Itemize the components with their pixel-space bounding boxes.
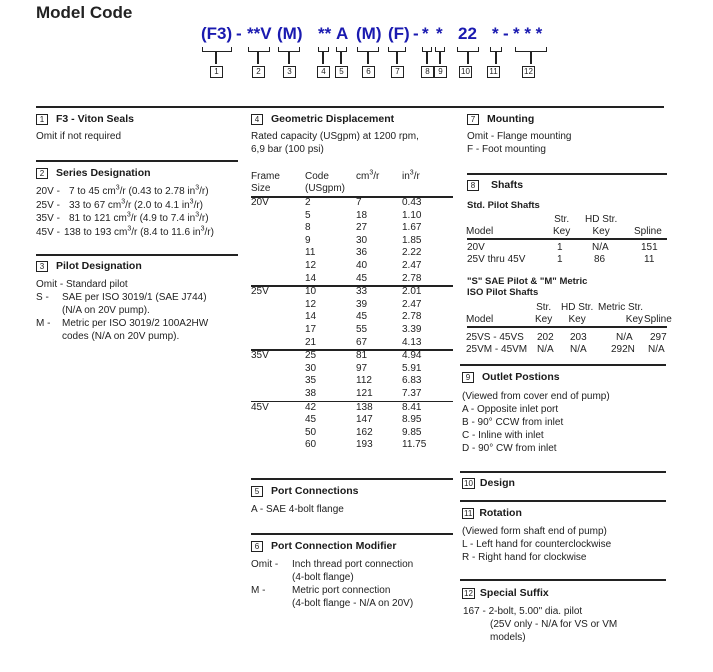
col-cm3: $cm^3/r$	[356, 169, 380, 182]
cm3-cell: 121	[356, 388, 373, 399]
code-cell: 9	[305, 234, 311, 246]
series-code: 35V -	[36, 213, 60, 224]
in3-cell: 1.67	[402, 222, 422, 234]
code-segment: (M)	[277, 24, 303, 43]
cm3-cell: 18	[356, 209, 368, 221]
rotation-line: L - Left hand for counterclockwise	[462, 539, 612, 550]
divider	[460, 364, 666, 366]
code-segment: 22	[458, 24, 477, 43]
std-pilot-title: Std. Pilot Shafts	[467, 200, 540, 211]
in3-cell: 3.39	[402, 324, 422, 335]
cm3-cell: 7	[356, 197, 362, 208]
divider	[36, 254, 238, 256]
spline: 297	[650, 332, 667, 343]
section-10-heading: 10 Design	[464, 477, 515, 489]
cm3-cell: 36	[356, 247, 368, 259]
hd-str-key: 203	[570, 332, 587, 343]
in3-cell: 5.91	[402, 362, 422, 374]
series-range: 7 to 45 $cm^3/r$ (0.43 to 2.78 $in^3/r$)	[69, 184, 209, 197]
in3-cell: 8.41	[402, 401, 422, 413]
str-key: 1	[557, 254, 563, 265]
section-4-heading: 4 Geometric Displacement	[251, 113, 394, 125]
cm3-cell: 162	[356, 426, 373, 438]
col-in3: $in^3/r$	[402, 169, 420, 182]
divider	[460, 579, 666, 581]
in3-cell: 2.78	[402, 272, 422, 284]
code-segment: **	[318, 24, 332, 43]
in3-cell: 2.01	[402, 286, 422, 298]
code-cell: 42	[305, 401, 317, 413]
position-box-7: 7	[391, 66, 404, 78]
rotation-line: (Viewed form shaft end of pump)	[462, 526, 607, 537]
series-range: 81 to 121 $cm^3/r$ (4.9 to 7.4 $in^3/r$)	[69, 211, 209, 224]
outlet-line: B - 90° CCW from inlet	[462, 417, 564, 428]
code-cell: 21	[305, 336, 317, 348]
spline: 151	[641, 242, 658, 253]
spline: 11	[644, 254, 655, 265]
code-cell: 50	[305, 426, 317, 438]
code-segment: (F3)	[201, 24, 233, 43]
section-8-heading: 8 Shafts	[467, 179, 523, 191]
metric-str-key: N/A	[616, 332, 633, 343]
in3-cell: 2.78	[402, 311, 422, 323]
group-divider	[251, 285, 453, 287]
position-box-2: 2	[252, 66, 265, 78]
in3-cell: 1.10	[402, 209, 422, 221]
position-box-1: 1	[210, 66, 223, 78]
col-frame-size: Frame Size	[251, 171, 280, 194]
section-3-heading: 3 Pilot Designation	[36, 260, 142, 272]
cm3-cell: 33	[356, 286, 368, 298]
position-box-5: 5	[335, 66, 348, 78]
top-divider	[36, 106, 664, 108]
code-cell: 8	[305, 222, 311, 234]
section-11-heading: 11 Rotation	[464, 507, 522, 519]
in3-cell: 9.85	[402, 426, 422, 438]
rotation-line: R - Right hand for clockwise	[462, 552, 587, 563]
cm3-cell: 45	[356, 311, 368, 323]
code-segment: -	[236, 24, 242, 43]
position-box-3: 3	[283, 66, 296, 78]
in3-cell: 0.43	[402, 197, 422, 208]
divider	[36, 160, 238, 162]
cm3-cell: 193	[356, 439, 373, 451]
page-title: Model Code	[36, 3, 133, 22]
code-segment: -	[503, 24, 509, 43]
in3-cell: 7.37	[402, 388, 422, 399]
section-2-heading: 2 Series Designation	[36, 167, 151, 179]
code-cell: 60	[305, 439, 317, 451]
cm3-cell: 40	[356, 260, 368, 271]
code-segment: -	[413, 24, 419, 43]
series-code: 20V -	[36, 186, 60, 197]
pilot-omit: Omit - Standard pilot	[36, 279, 128, 290]
cm3-cell: 97	[356, 362, 368, 374]
code-segment: (F)	[388, 24, 410, 43]
code-segment: A	[336, 24, 349, 43]
divider	[251, 478, 453, 480]
in3-cell: 1.85	[402, 234, 422, 246]
series-code: 25V -	[36, 199, 60, 211]
divider	[251, 533, 453, 535]
spline: N/A	[648, 344, 665, 355]
code-cell: 10	[305, 286, 317, 298]
in3-cell: 4.13	[402, 336, 422, 348]
str-key: N/A	[537, 344, 554, 355]
series-range: 33 to 67 $cm^3/r$ (2.0 to 4.1 $in^3/r$)	[69, 198, 204, 211]
code-segment: **V	[247, 24, 272, 43]
header-divider	[251, 196, 453, 198]
code-cell: 25	[305, 350, 317, 362]
outlet-line: D - 90° CW from inlet	[462, 443, 557, 454]
code-cell: 17	[305, 324, 317, 335]
cm3-cell: 67	[356, 336, 368, 348]
code-segment: *	[422, 24, 429, 43]
cm3-cell: 138	[356, 401, 373, 413]
code-cell: 35	[305, 375, 317, 387]
series-code: 45V -	[36, 226, 60, 238]
code-cell: 45	[305, 414, 317, 426]
frame-size-cell: 25V	[251, 286, 269, 298]
in3-cell: 2.47	[402, 298, 422, 310]
code-segment: *	[492, 24, 499, 43]
in3-cell: 8.95	[402, 414, 422, 426]
series-range: 138 to 193 $cm^3/r$ (8.4 to 11.6 $in^3/r$)	[64, 225, 214, 238]
section-1-heading: 1 F3 - Viton Seals	[36, 113, 134, 125]
position-box-12: 12	[522, 66, 535, 78]
section-5-heading: 5 Port Connections	[251, 485, 359, 497]
group-divider	[251, 349, 453, 351]
cm3-cell: 30	[356, 234, 368, 246]
code-cell: 30	[305, 362, 317, 374]
code-cell: 5	[305, 209, 311, 221]
section-number-box: 1	[36, 114, 48, 125]
in3-cell: 6.83	[402, 375, 422, 387]
cm3-cell: 39	[356, 298, 368, 310]
position-box-6: 6	[362, 66, 375, 78]
section-1-text: Omit if not required	[36, 131, 122, 142]
cm3-cell: 27	[356, 222, 368, 234]
divider	[460, 471, 666, 473]
divider	[467, 173, 667, 175]
str-key: 202	[537, 332, 554, 343]
code-cell: 14	[305, 272, 317, 284]
cm3-cell: 147	[356, 414, 373, 426]
outlet-line: A - Opposite inlet port	[462, 404, 559, 415]
hd-str-key: 86	[594, 254, 606, 265]
position-box-10: 10	[459, 66, 472, 78]
divider	[460, 500, 666, 502]
str-key: 1	[557, 242, 563, 253]
section-12-heading: 12 Special Suffix	[464, 587, 549, 599]
cm3-cell: 45	[356, 272, 368, 284]
frame-size-cell: 45V	[251, 401, 269, 413]
shaft-model: 25VS - 45VS	[466, 332, 524, 343]
outlet-line: (Viewed from cover end of pump)	[462, 391, 610, 402]
position-box-9: 9	[434, 66, 447, 78]
cm3-cell: 112	[356, 375, 372, 387]
section-7-heading: 7 Mounting	[467, 113, 534, 125]
code-segment: *	[436, 24, 443, 43]
code-segment: * * *	[513, 24, 543, 43]
position-box-4: 4	[317, 66, 330, 78]
group-divider	[251, 401, 453, 403]
in3-cell: 2.22	[402, 247, 422, 259]
col-code: Code (USgpm)	[305, 171, 346, 194]
sm-pilot-title: "S" SAE Pilot & "M" Metric ISO Pilot Shafts	[467, 276, 588, 298]
shaft-model: 25VM - 45VM	[466, 344, 528, 355]
frame-size-cell: 20V	[251, 197, 269, 208]
code-cell: 11	[305, 247, 316, 259]
code-cell: 38	[305, 388, 317, 399]
code-cell: 12	[305, 298, 317, 310]
metric-str-key: 292N	[611, 344, 635, 355]
cm3-cell: 55	[356, 324, 368, 335]
position-box-8: 8	[421, 66, 434, 78]
position-box-11: 11	[487, 66, 500, 78]
shaft-model: 25V thru 45V	[467, 254, 526, 265]
cm3-cell: 81	[356, 350, 368, 362]
code-cell: 2	[305, 197, 311, 208]
code-cell: 12	[305, 260, 317, 271]
in3-cell: 4.94	[402, 350, 422, 362]
code-cell: 14	[305, 311, 317, 323]
outlet-line: C - Inline with inlet	[462, 430, 544, 441]
section-9-heading: 9 Outlet Postions	[462, 371, 560, 383]
hd-str-key: N/A	[592, 242, 609, 253]
in3-cell: 2.47	[402, 260, 422, 271]
code-segment: (M)	[356, 24, 382, 43]
section-6-heading: 6 Port Connection Modifier	[251, 540, 396, 552]
frame-size-cell: 35V	[251, 350, 269, 362]
shaft-model: 20V	[467, 242, 485, 253]
hd-str-key: N/A	[570, 344, 587, 355]
in3-cell: 11.75	[402, 439, 427, 451]
